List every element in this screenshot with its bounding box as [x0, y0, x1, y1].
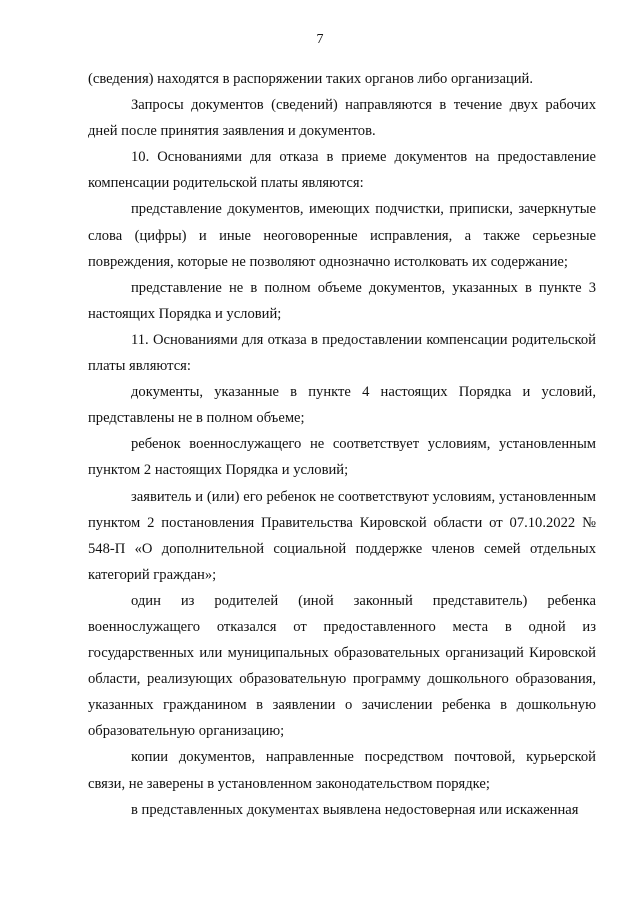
paragraph: 10. Основаниями для отказа в приеме документов на предоставление компенсации родительской платы являются: [88, 149, 596, 192]
paragraph: Запросы документов (сведений) направляются в течение двух рабочих дней после принятия заявления и документов. [88, 97, 596, 140]
paragraph: представление не в полном объеме документов, указанных в пункте 3 настоящих Порядка и условий; [88, 279, 596, 322]
paragraph: представление документов, имеющих подчистки, приписки, зачеркнутые слова (цифры) и иные неоговоренные исправления, а также серьезные повреждения, которые не позволяют однозначно истолковать их содержание; [88, 201, 596, 270]
paragraph: (сведения) находятся в распоряжении таких органов либо организаций. [88, 71, 534, 87]
paragraph: ребенок военнослужащего не соответствует условиям, установленным пунктом 2 настоящих Порядка и условий; [88, 436, 596, 479]
paragraph: документы, указанные в пункте 4 настоящих Порядка и условий, представлены не в полном объеме; [88, 384, 596, 427]
document-body [88, 66, 596, 823]
paragraph: один из родителей (иной законный представитель) ребенка военнослужащего отказался от предоставленного места в одной из государственных или муниципальных образовательных организаций Кировской области, реализующих образовательную программу дошкольного образования, указанных гражданином в заявлении о зачислении ребенка в дошкольную образовательную организацию; [88, 592, 596, 740]
paragraph: копии документов, направленные посредством почтовой, курьерской связи, не заверены в установленном законодательством порядке; [88, 749, 596, 792]
paragraph: заявитель и (или) его ребенок не соответствуют условиям, установленным пунктом 2 постановления Правительства Кировской области от 07.10.2022 № 548-П «О дополнительной социальной поддержке членов семей отдельных категорий граждан»; [88, 488, 596, 583]
paragraph: в представленных документах выявлена недостоверная или искаженная [131, 801, 579, 818]
paragraph: 11. Основаниями для отказа в предоставлении компенсации родительской платы являются: [88, 331, 596, 375]
page-number: 7 [316, 32, 324, 47]
